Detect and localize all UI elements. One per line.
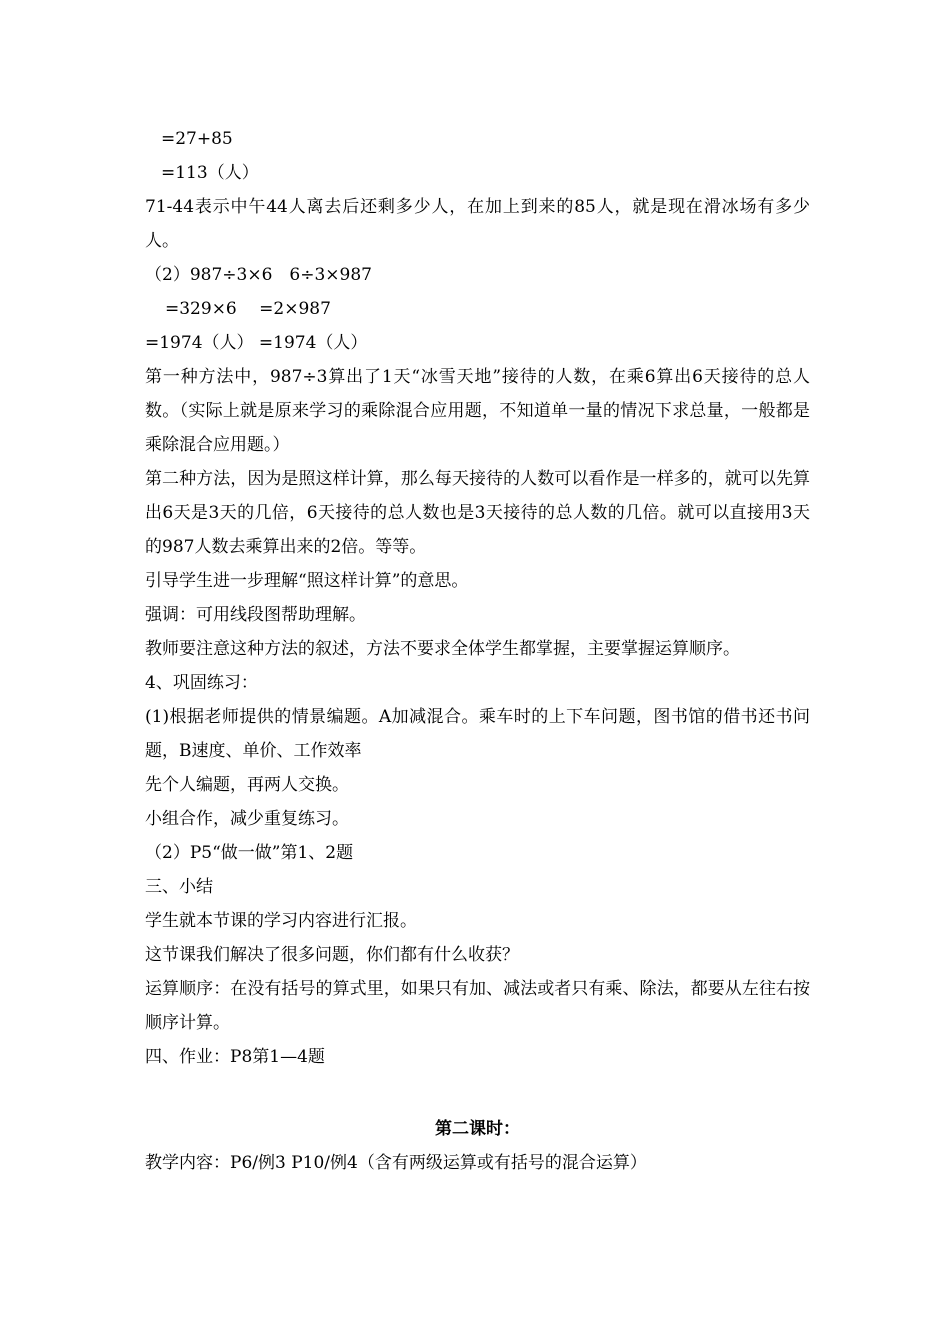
method-expressions: （2）987÷3×6 6÷3×987 [145, 265, 372, 285]
lesson-two-heading: 第二课时： [435, 1119, 520, 1139]
operation-order-paragraph: 运算顺序：在没有括号的算式里，如果只有加、减法或者只有乘、除法，都要从左往右按顺序计算。 [145, 979, 810, 1033]
calc-line-sum: =27+85 [161, 129, 233, 149]
guidance-line: 引导学生进一步理解“照这样计算”的意思。 [145, 571, 469, 591]
method-two-paragraph: 第二种方法，因为是照这样计算，那么每天接待的人数可以看作是一样多的，就可以先算出6天是3天的几倍，6天接待的总人数也是3天接待的总人数的几倍。就可以直接用3天的987人数去乘算出来的2倍。等等。 [145, 469, 810, 557]
section-spacer [145, 1074, 810, 1112]
calc-line-result: =113（人） [161, 163, 259, 183]
summary-question-line: 这节课我们解决了很多问题，你们都有什么收获？ [145, 945, 519, 965]
summary-heading: 三、小结 [145, 877, 213, 897]
teacher-note-line: 教师要注意这种方法的叙述，方法不要求全体学生都掌握，主要掌握运算顺序。 [145, 639, 740, 659]
practice-heading: 4、巩固练习： [145, 673, 258, 693]
homework-line: 四、作业：P8第1—4题 [145, 1047, 325, 1067]
practice-step-group: 小组合作，减少重复练习。 [145, 809, 349, 829]
method-results: =1974（人） =1974（人） [145, 333, 368, 353]
practice-item-one: (1)根据老师提供的情景编题。A加减混合。乘车时的上下车问题，图书馆的借书还书问题，B速度、单价、工作效率 [145, 707, 810, 761]
emphasis-line: 强调：可用线段图帮助理解。 [145, 605, 366, 625]
practice-item-two: （2）P5“做一做”第1、2题 [145, 843, 354, 863]
explanation-paragraph: 71-44表示中午44人离去后还剩多少人，在加上到来的85人，就是现在滑冰场有多少人。 [145, 197, 810, 251]
teaching-content-line: 教学内容：P6/例3 P10/例4（含有两级运算或有括号的混合运算） [145, 1153, 647, 1173]
method-step-one: =329×6 =2×987 [165, 299, 331, 319]
document-body [145, 122, 810, 1180]
method-one-paragraph: 第一种方法中，987÷3算出了1天“冰雪天地”接待的人数，在乘6算出6天接待的总人数。（实际上就是原来学习的乘除混合应用题，不知道单一量的情况下求总量，一般都是乘除混合应用题。） [145, 367, 810, 455]
summary-report-line: 学生就本节课的学习内容进行汇报。 [145, 911, 417, 931]
practice-step-individual: 先个人编题，再两人交换。 [145, 775, 349, 795]
